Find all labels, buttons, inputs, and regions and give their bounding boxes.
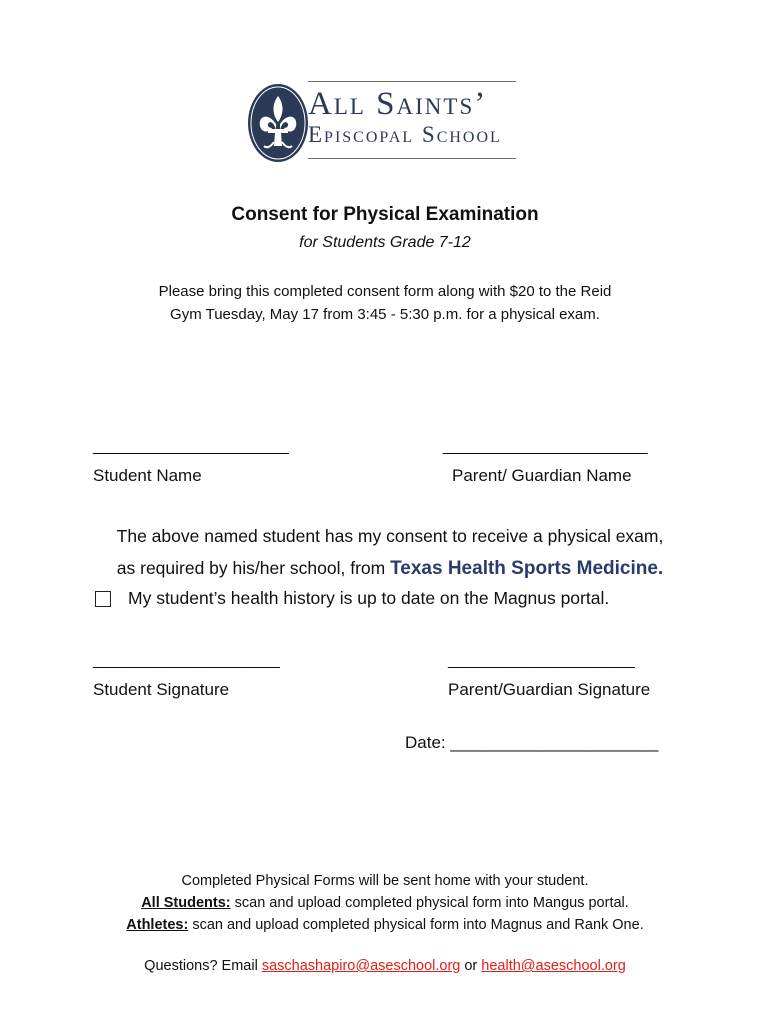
footer-all-students xyxy=(60,892,710,914)
form-title: Consent for Physical Examination xyxy=(231,204,539,225)
date-row xyxy=(405,733,658,753)
student-name-field[interactable]: ______________________ xyxy=(93,438,289,455)
parent-signature-label: Parent/Guardian Signature xyxy=(448,680,651,699)
footer-line1: Completed Physical Forms will be sent home with your student. xyxy=(181,873,589,889)
student-signature-field[interactable]: _____________________ xyxy=(93,652,280,669)
questions-line xyxy=(60,958,710,974)
consent-line2 xyxy=(90,552,690,585)
instructions-line1: Please bring this completed consent form along with $20 to the Reid xyxy=(158,283,612,300)
logo-top-rule xyxy=(308,81,516,82)
consent-statement xyxy=(90,520,690,585)
parent-signature-field[interactable]: _____________________ xyxy=(448,652,635,669)
date-field[interactable]: ______________________ xyxy=(450,733,659,752)
logo-bottom-rule xyxy=(308,158,516,159)
footer-instructions xyxy=(60,870,710,936)
email-link-health[interactable]: health@aseschool.org xyxy=(481,958,626,974)
date-label: Date: xyxy=(405,733,451,752)
all-students-label: All Students: xyxy=(141,895,231,911)
instructions xyxy=(100,280,670,326)
health-history-label: My student’s health history is up to date on the Magnus portal. xyxy=(128,588,610,608)
student-name-label: Student Name xyxy=(93,466,202,485)
logo-wordmark-line2: Episcopal School xyxy=(308,122,502,147)
health-history-checkbox[interactable] xyxy=(95,591,111,607)
questions-prefix: Questions? Email xyxy=(144,958,262,974)
footer-athletes xyxy=(60,914,710,936)
athletes-label: Athletes: xyxy=(126,917,189,933)
parent-name-label: Parent/ Guardian Name xyxy=(452,466,632,485)
athletes-text: scan and upload completed physical form into Magnus and Rank One. xyxy=(188,917,644,933)
consent-line2-prefix: as required by his/her school, from xyxy=(116,558,391,578)
form-subtitle: for Students Grade 7-12 xyxy=(299,234,471,251)
parent-name-field[interactable]: _______________________ xyxy=(443,438,648,455)
consent-line1: The above named student has my consent to receive a physical exam, xyxy=(116,526,664,546)
fleur-de-lis-icon xyxy=(246,82,310,164)
logo-wordmark-line1: All Saints’ xyxy=(308,86,488,122)
instructions-line2: Gym Tuesday, May 17 from 3:45 - 5:30 p.m. for a physical exam. xyxy=(170,306,600,323)
student-signature-label: Student Signature xyxy=(93,680,230,699)
all-students-text: scan and upload completed physical form into Mangus portal. xyxy=(230,895,629,911)
consent-provider: Texas Health Sports Medicine. xyxy=(390,558,664,579)
or-text: or xyxy=(460,958,482,974)
email-link-sascha[interactable]: saschashapiro@aseschool.org xyxy=(261,958,461,974)
